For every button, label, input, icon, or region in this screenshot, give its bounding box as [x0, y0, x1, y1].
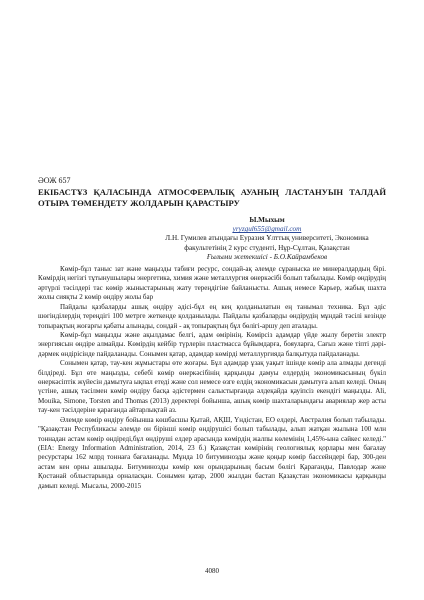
- article-title: ЕКІБАСТҰЗ ҚАЛАСЫНДА АТМОСФЕРАЛЫҚ АУАНЫҢ ЛАСТАНУЫН ТАЛДАЙ ОТЫРА ТӨМЕНДЕТУ ЖОЛДАРЫН ҚАРАСТЫРУ: [38, 187, 386, 208]
- author-name: Ы.Мыхым: [249, 216, 285, 224]
- paragraph: Әлемде көмір өндіру бойынша көшбасшы Қытай, АҚШ, Үндістан, ЕО елдері, Австралия болып табылады. "Қазақстан Республикасы әлемде он бірінші көмір өндірушісі болып табылады, алып жатқан жылына 100 млн тоннадан астам көмір өндіреді,бұл өндіруші елдер арасында көмірдің жалпы көлемінің 1,45%-ына сәйкес келеді."(EIA: Energy Information Administration, 2014, 23 б.) Қазақстан көмірінің геологиялық қорлары мен бағалау ресурстары 162 млрд тоннаға бағаланады. Мұнда 10 битуминозды және қоңыр көмір бассейндері бар, 300-ден астам кен орны ашылады. Битуминозды көмір кен орындарының басым бөлігі Қарағанды, Павлодар және Қостанай облыстарында орналасқан. Сонымен қатар, 2000 жылдан бастап Қазақстан экономикасы қарқынды дамып келеді. Мысалы, 2000-2015: [38, 415, 386, 490]
- udc-code: ӘОЖ 657: [38, 176, 71, 185]
- author-email-link[interactable]: yryzgul655@gmail.com: [232, 225, 302, 234]
- paragraph: Көмір-бұл маңызды және ақылдамас белгі, адам өмірінің. Көмірсіз адамдар үйде жылу беретін электр энергиясын өндіре алмайды. Көмірдің кейбір түрлерін пластмасса бұйымдарға, бояуларға, Сағыз және тіпті дәрі-дәрмек өндірісінде пайдаланады. Сонымен қатар, адамдар көмірді металлургияда балқытуда пайдаланады.: [38, 330, 386, 358]
- supervisor-line: Ғылыми жетекшісі - Б.О.Кайрамбеков: [206, 252, 328, 261]
- article-body: [38, 265, 386, 491]
- author-block: [150, 216, 384, 262]
- paragraph: Пайдалы қазбаларды ашық өндіру әдісі-бұл ең кең қолданылатын ең танымал техника. Бұл әдіс шөгінділердің тереңдігі 100 метрге жеткенде қолданылады. Пайдалы қазбаларды өндірудің мұндай тәсілі кезінде топырақтың жоғарғы қабаты алынады, сондай - ақ топырақтың бұл бөлігі-аршу деп аталады.: [38, 302, 386, 330]
- author-affiliation: Л.Н. Гумилев атындағы Еуразия Ұлттық университеті, Экономика факультетінің 2 курс студенті, Нұр-Сұлтан, Қазақстан: [165, 234, 369, 252]
- page-number: 4080: [205, 567, 219, 575]
- paragraph: Көмір-бұл таныс зат және маңызды табиғи ресурс, сондай-ақ әлемде сұраныска ие минералдардың бірі. Көмірдің негізгі тұтынушылары энергетика, химия және металлургия өнеркәсібі болып табылады. Көмір өндірудің әртүрлі тәсілдері тас көмір жыныстарының жату тереңдігіне байланысты. Ашық немесе Карьер, жабық шахта жолы сияқты 2 көмір өндіру жолы бар: [38, 265, 386, 302]
- paragraph: Сонымен қатар, тау-кен жұмыстары өте жоғары. Бұл адамдар ұзақ уақыт ішінде көмір ала алмады дегенді білдіреді. Бұл өте маңызды, себебі көмір өнеркәсібінің қарқынды дамуы елдердің экономикасының бүкіл өнеркәсіптік жүйесін дамытуға ықпал етеді және сол немесе өзге елдің экономикасын дамытуға алып келеді. Оның үстіне, ашық тәсілмен көмір өндіру басқа әдістермен салыстырғанда әлдеқайда қауіпсіз екендігі маңызды. Ali, Mouika, Simone, Torsten and Thomas (2013) деректері бойынша, ашық көмір шахталарындағы авариялар жер асты тау-кен тәсілдеріне қарағанда айтарлықтай аз.: [38, 359, 386, 415]
